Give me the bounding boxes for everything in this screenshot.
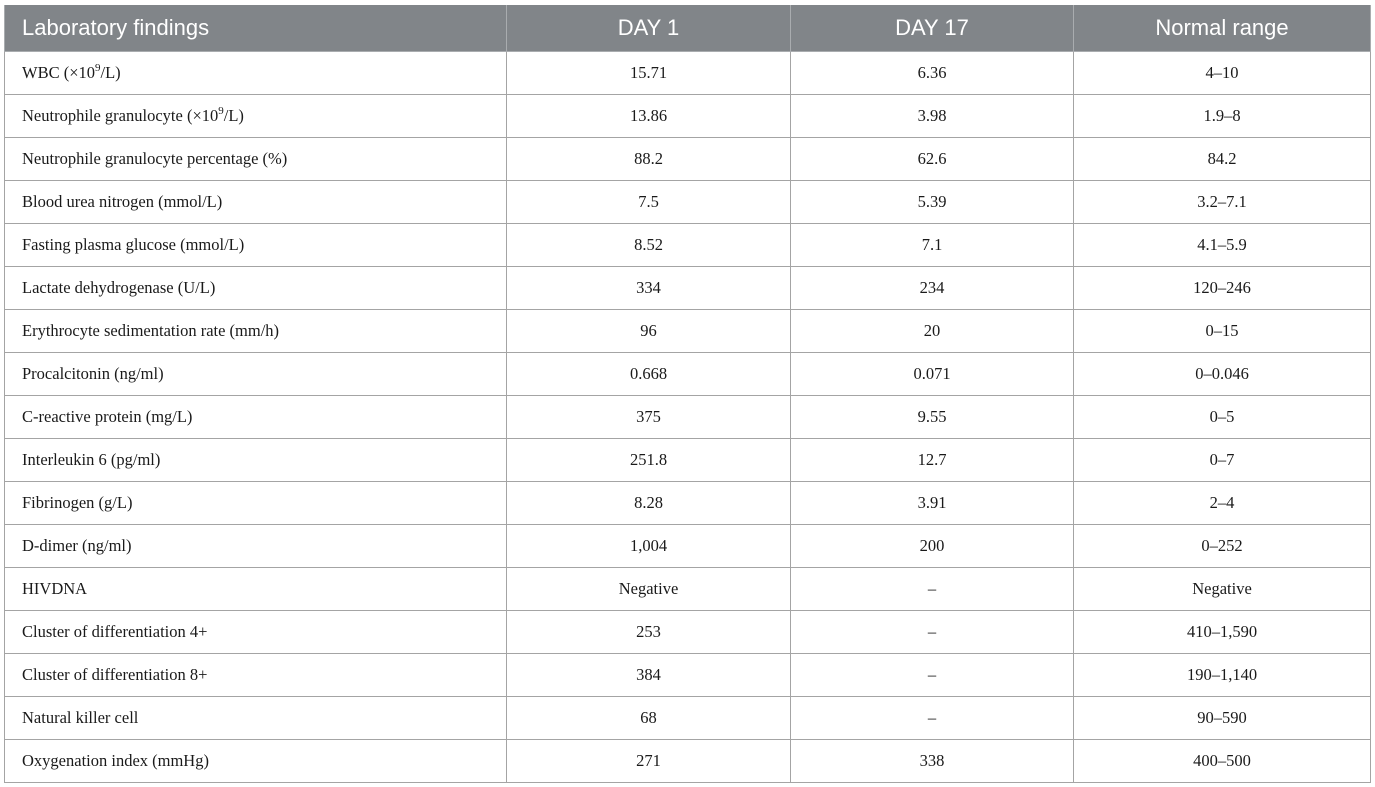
- unit-exponent: 9: [95, 61, 101, 74]
- unit-exponent: 9: [218, 104, 224, 117]
- table-row: [5, 654, 1371, 697]
- normal-range-value: 4–10: [1074, 52, 1371, 95]
- laboratory-findings-table: [4, 5, 1371, 783]
- day-17-value: 9.55: [791, 396, 1074, 439]
- table-row: [5, 568, 1371, 611]
- table-row: [5, 224, 1371, 267]
- day-1-value: 384: [507, 654, 791, 697]
- table-row: [5, 267, 1371, 310]
- table-row: [5, 525, 1371, 568]
- day-1-value: 13.86: [507, 95, 791, 138]
- table-row: [5, 310, 1371, 353]
- day-1-value: 1,004: [507, 525, 791, 568]
- finding-name-cell: [5, 654, 507, 697]
- day-1-value: 7.5: [507, 181, 791, 224]
- normal-range-value: 4.1–5.9: [1074, 224, 1371, 267]
- finding-name: Lactate dehydrogenase (U/L): [22, 278, 216, 297]
- normal-range-value: 120–246: [1074, 267, 1371, 310]
- header-day-1: DAY 1: [507, 5, 791, 52]
- finding-name: Erythrocyte sedimentation rate (mm/h): [22, 321, 280, 340]
- finding-name-cell: [5, 396, 507, 439]
- day-17-value: –: [791, 654, 1074, 697]
- table-row: [5, 439, 1371, 482]
- finding-name-cell: [5, 482, 507, 525]
- table-row: [5, 138, 1371, 181]
- table-body: [5, 52, 1371, 783]
- day-1-value: 15.71: [507, 52, 791, 95]
- day-1-value: 68: [507, 697, 791, 740]
- day-1-value: 88.2: [507, 138, 791, 181]
- table-row: [5, 353, 1371, 396]
- finding-name: Natural killer cell: [22, 708, 139, 727]
- day-17-value: –: [791, 568, 1074, 611]
- finding-name-cell: [5, 697, 507, 740]
- finding-name: Neutrophile granulocyte percentage (%): [22, 149, 288, 168]
- day-17-value: 12.7: [791, 439, 1074, 482]
- finding-name: Cluster of differentiation 8+: [22, 665, 208, 684]
- day-17-value: 5.39: [791, 181, 1074, 224]
- day-17-value: 62.6: [791, 138, 1074, 181]
- finding-name: Blood urea nitrogen (mmol/L): [22, 192, 223, 211]
- finding-name-cell: [5, 95, 507, 138]
- day-1-value: 253: [507, 611, 791, 654]
- day-1-value: Negative: [507, 568, 791, 611]
- day-17-value: 7.1: [791, 224, 1074, 267]
- normal-range-value: 190–1,140: [1074, 654, 1371, 697]
- finding-name-cell: [5, 353, 507, 396]
- table-row: [5, 482, 1371, 525]
- unit-suffix: /L): [100, 63, 121, 82]
- day-1-value: 271: [507, 740, 791, 783]
- normal-range-value: 410–1,590: [1074, 611, 1371, 654]
- unit-suffix: /L): [223, 106, 244, 125]
- finding-name: Cluster of differentiation 4+: [22, 622, 208, 641]
- normal-range-value: Negative: [1074, 568, 1371, 611]
- finding-name: Interleukin 6 (pg/ml): [22, 450, 161, 469]
- finding-name: HIVDNA: [22, 579, 88, 598]
- day-1-value: 96: [507, 310, 791, 353]
- normal-range-value: 0–7: [1074, 439, 1371, 482]
- finding-name-cell: [5, 52, 507, 95]
- finding-name: Neutrophile granulocyte (×10: [22, 106, 219, 125]
- day-17-value: 234: [791, 267, 1074, 310]
- finding-name-cell: [5, 138, 507, 181]
- finding-name-cell: [5, 224, 507, 267]
- day-17-value: 6.36: [791, 52, 1074, 95]
- table-row: [5, 52, 1371, 95]
- finding-name: D-dimer (ng/ml): [22, 536, 132, 555]
- day-17-value: –: [791, 697, 1074, 740]
- table-row: [5, 697, 1371, 740]
- finding-name: C-reactive protein (mg/L): [22, 407, 193, 426]
- header-day-17: DAY 17: [791, 5, 1074, 52]
- normal-range-value: 90–590: [1074, 697, 1371, 740]
- normal-range-value: 84.2: [1074, 138, 1371, 181]
- day-1-value: 8.52: [507, 224, 791, 267]
- normal-range-value: 0–5: [1074, 396, 1371, 439]
- finding-name: Procalcitonin (ng/ml): [22, 364, 164, 383]
- finding-name: Fasting plasma glucose (mmol/L): [22, 235, 245, 254]
- table-row: [5, 396, 1371, 439]
- day-17-value: –: [791, 611, 1074, 654]
- finding-name: Fibrinogen (g/L): [22, 493, 133, 512]
- table-row: [5, 95, 1371, 138]
- normal-range-value: 3.2–7.1: [1074, 181, 1371, 224]
- normal-range-value: 400–500: [1074, 740, 1371, 783]
- day-1-value: 375: [507, 396, 791, 439]
- finding-name-cell: [5, 439, 507, 482]
- day-17-value: 200: [791, 525, 1074, 568]
- table-row: [5, 740, 1371, 783]
- day-1-value: 334: [507, 267, 791, 310]
- day-17-value: 3.98: [791, 95, 1074, 138]
- day-1-value: 8.28: [507, 482, 791, 525]
- finding-name: WBC (×10: [22, 63, 96, 82]
- normal-range-value: 1.9–8: [1074, 95, 1371, 138]
- finding-name-cell: [5, 267, 507, 310]
- day-1-value: 0.668: [507, 353, 791, 396]
- table-row: [5, 181, 1371, 224]
- finding-name-cell: [5, 310, 507, 353]
- table-header: [5, 5, 1371, 52]
- day-17-value: 20: [791, 310, 1074, 353]
- header-row: [5, 5, 1371, 52]
- finding-name-cell: [5, 525, 507, 568]
- day-1-value: 251.8: [507, 439, 791, 482]
- finding-name-cell: [5, 611, 507, 654]
- finding-name-cell: [5, 568, 507, 611]
- finding-name: Oxygenation index (mmHg): [22, 751, 209, 770]
- day-17-value: 338: [791, 740, 1074, 783]
- finding-name-cell: [5, 181, 507, 224]
- day-17-value: 0.071: [791, 353, 1074, 396]
- header-laboratory-findings: Laboratory findings: [5, 5, 507, 52]
- normal-range-value: 0–15: [1074, 310, 1371, 353]
- normal-range-value: 0–0.046: [1074, 353, 1371, 396]
- header-normal-range: Normal range: [1074, 5, 1371, 52]
- normal-range-value: 0–252: [1074, 525, 1371, 568]
- finding-name-cell: [5, 740, 507, 783]
- normal-range-value: 2–4: [1074, 482, 1371, 525]
- day-17-value: 3.91: [791, 482, 1074, 525]
- table-row: [5, 611, 1371, 654]
